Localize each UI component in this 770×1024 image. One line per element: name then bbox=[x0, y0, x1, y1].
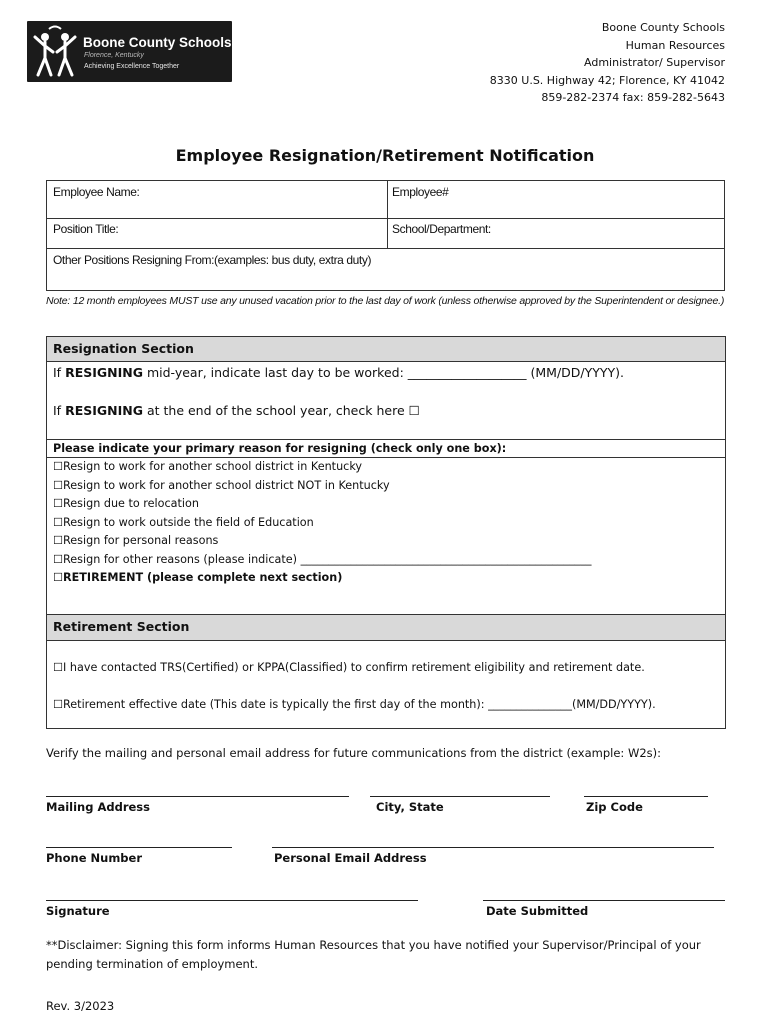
form-title: Employee Resignation/Retirement Notification bbox=[175, 146, 595, 165]
employee-name-field[interactable]: Employee Name: bbox=[53, 185, 140, 199]
school-department-field[interactable]: School/Department: bbox=[392, 222, 491, 236]
district-address bbox=[490, 19, 725, 107]
midyear-line[interactable]: If RESIGNING mid-year, indicate last day to be worked: ___________________ (MM/DD/YYYY). bbox=[53, 365, 625, 380]
signature-line[interactable] bbox=[46, 900, 418, 901]
position-title-field[interactable]: Position Title: bbox=[53, 222, 119, 236]
personal-email-label: Personal Email Address bbox=[274, 851, 427, 865]
revision-date: Rev. 3/2023 bbox=[46, 999, 115, 1013]
disclaimer: **Disclaimer: Signing this form informs Human Resources that you have notified your Supervisor/Principal of your pending termination of employment. bbox=[46, 938, 701, 971]
retirement-date-line[interactable]: ☐Retirement effective date (This date is typically the first day of the month): _______________(MM/DD/YYYY). bbox=[53, 698, 656, 711]
address-line: Administrator/ Supervisor bbox=[584, 56, 725, 69]
retirement-section bbox=[46, 614, 726, 729]
figures-logo-icon bbox=[31, 25, 81, 79]
retirement-contact-checkbox[interactable]: ☐I have contacted TRS(Certified) or KPPA(Classified) to confirm retirement eligibility and retirement date. bbox=[53, 661, 645, 674]
logo-location: Florence, Kentucky bbox=[84, 52, 144, 59]
phone-number-line[interactable] bbox=[46, 847, 232, 848]
date-submitted-label: Date Submitted bbox=[486, 904, 589, 918]
vacation-note: Note: 12 month employees MUST use any unused vacation prior to the last day of work (unless otherwise approved by the Superintendent or designee.) bbox=[46, 295, 725, 307]
logo-name: Boone County Schools bbox=[83, 35, 232, 50]
endyear-checkbox[interactable]: ☐ bbox=[408, 403, 420, 418]
logo-tagline: Achieving Excellence Together bbox=[84, 63, 180, 70]
resignation-heading: Resignation Section bbox=[47, 337, 725, 362]
resignation-section bbox=[46, 336, 726, 615]
city-state-label: City, State bbox=[376, 800, 444, 814]
address-line: 859-282-2374 fax: 859-282-5643 bbox=[541, 91, 725, 104]
endyear-line: If RESIGNING at the end of the school year, check here ☐ bbox=[53, 403, 420, 418]
city-state-line[interactable] bbox=[370, 796, 550, 797]
retirement-option[interactable]: ☐RETIREMENT (please complete next section) bbox=[53, 571, 343, 584]
reason-option[interactable]: ☐Resign for personal reasons bbox=[53, 534, 219, 547]
personal-email-line[interactable] bbox=[272, 847, 714, 848]
reason-option[interactable]: ☐Resign for other reasons (please indicate) ____________________________________________________ bbox=[53, 552, 592, 566]
address-line: Boone County Schools bbox=[601, 21, 725, 34]
retirement-heading: Retirement Section bbox=[47, 615, 725, 641]
mailing-address-line[interactable] bbox=[46, 796, 349, 797]
district-logo bbox=[27, 21, 232, 82]
zip-code-label: Zip Code bbox=[586, 800, 643, 814]
verify-instructions: Verify the mailing and personal email address for future communications from the district (example: W2s): bbox=[46, 746, 661, 760]
reason-option[interactable]: ☐Resign due to relocation bbox=[53, 497, 199, 510]
reason-option[interactable]: ☐Resign to work outside the field of Education bbox=[53, 515, 314, 529]
phone-number-label: Phone Number bbox=[46, 851, 143, 865]
date-submitted-line[interactable] bbox=[483, 900, 725, 901]
other-positions-field[interactable]: Other Positions Resigning From:(examples: bus duty, extra duty) bbox=[53, 253, 372, 267]
zip-code-line[interactable] bbox=[584, 796, 708, 797]
employee-info-table bbox=[46, 180, 725, 291]
reason-option[interactable]: ☐Resign to work for another school district NOT in Kentucky bbox=[53, 478, 390, 492]
employee-number-field[interactable]: Employee# bbox=[392, 185, 449, 199]
mailing-address-label: Mailing Address bbox=[46, 800, 150, 814]
reason-option[interactable]: ☐Resign to work for another school district in Kentucky bbox=[53, 460, 363, 473]
address-line: 8330 U.S. Highway 42; Florence, KY 41042 bbox=[489, 73, 725, 87]
reason-heading: Please indicate your primary reason for resigning (check only one box): bbox=[53, 442, 507, 455]
signature-label: Signature bbox=[46, 904, 110, 918]
address-line: Human Resources bbox=[625, 38, 725, 52]
